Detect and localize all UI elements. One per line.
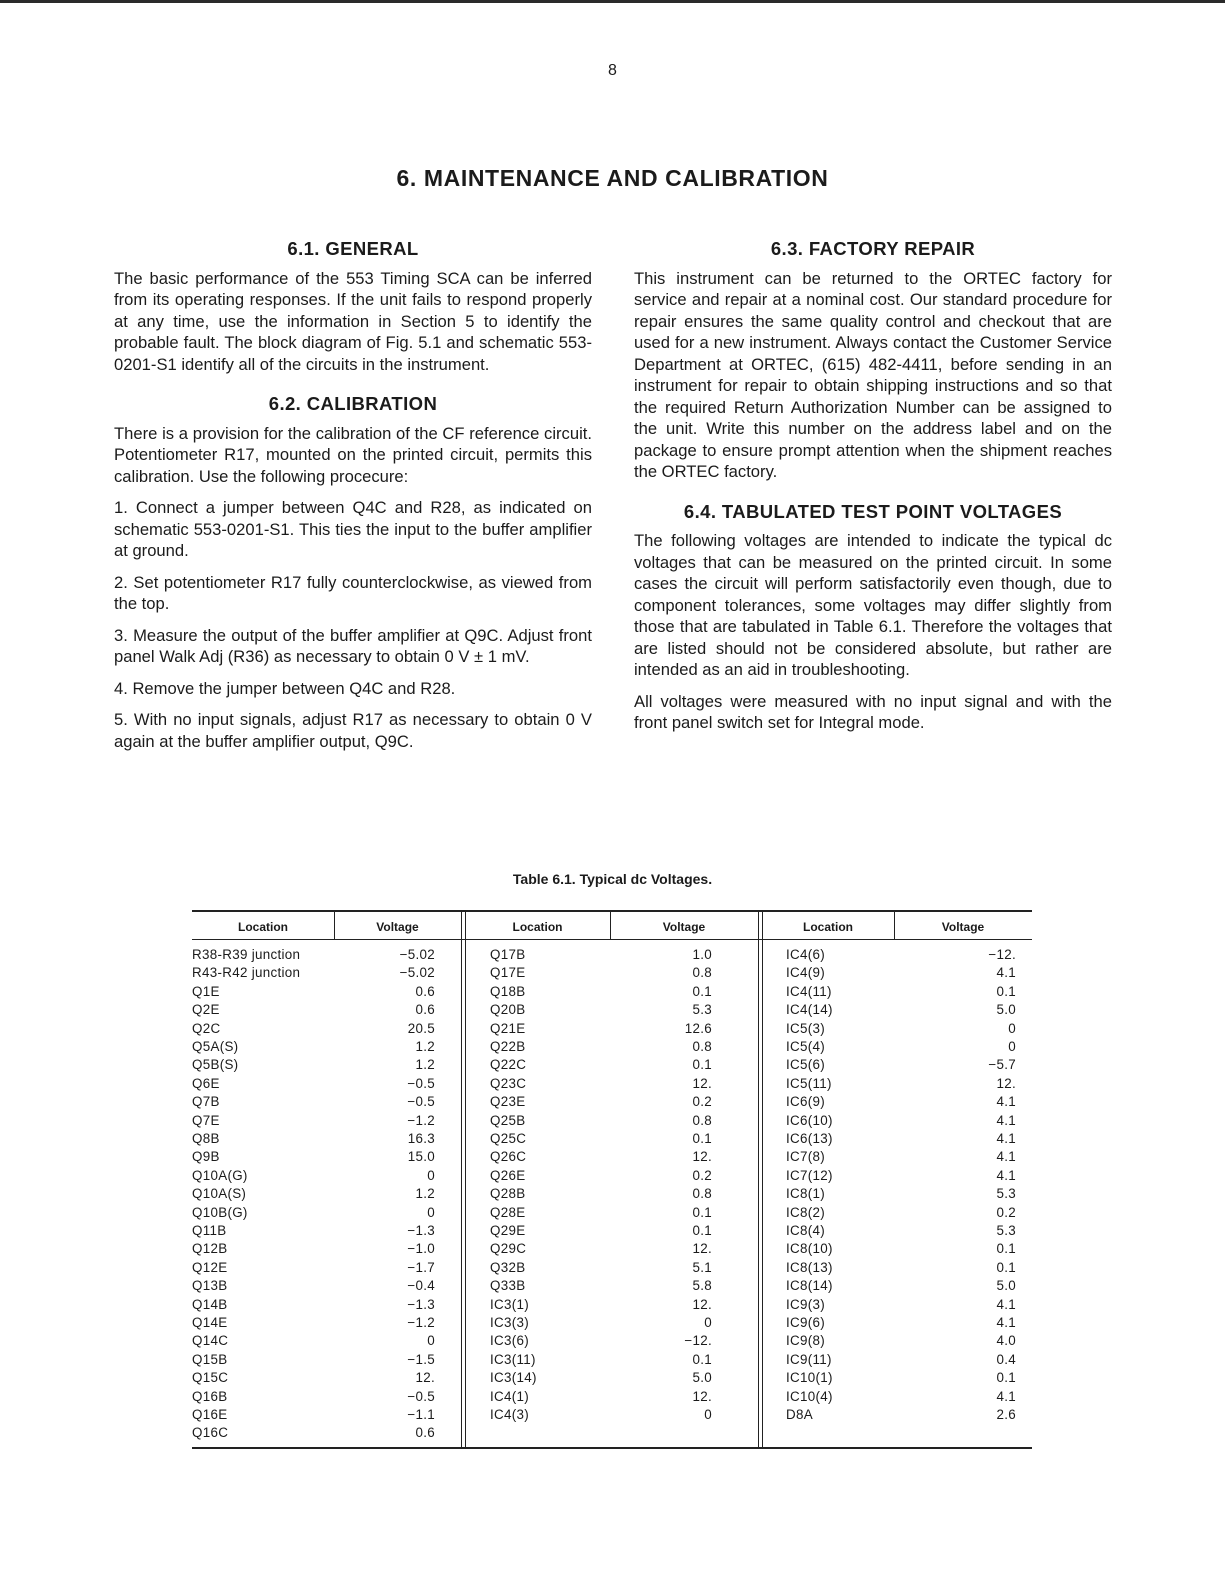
location-cell: IC4(14) xyxy=(786,1002,833,1018)
calibration-intro: There is a provision for the calibration of the CF reference circuit. Potentiometer R17, mounted on the printed circuit, permits this calibration. Use the following procecure: xyxy=(114,423,592,486)
voltage-cell: 0.6 xyxy=(415,983,435,999)
location-cell: IC7(12) xyxy=(786,1167,833,1183)
column-header-location: Location xyxy=(238,920,288,934)
voltage-cell: 0.8 xyxy=(692,1186,712,1202)
location-cell: IC6(13) xyxy=(786,1131,833,1146)
column-header-voltage: Voltage xyxy=(941,920,985,934)
voltage-cell: 0 xyxy=(704,1315,712,1330)
table-top-rule xyxy=(192,910,1032,912)
location-cell: Q25C xyxy=(490,1131,527,1146)
group-divider xyxy=(758,910,759,1449)
voltage-cell: 0 xyxy=(704,1407,712,1422)
location-cell: Q13B xyxy=(192,1278,228,1294)
location-cell: IC8(4) xyxy=(786,1223,826,1238)
voltage-cell: 0.1 xyxy=(692,983,712,999)
voltage-cell: 4.0 xyxy=(996,1333,1016,1349)
voltage-cell: 5.1 xyxy=(692,1259,712,1275)
voltage-cell: 0.2 xyxy=(692,1094,712,1110)
location-cell: IC4(9) xyxy=(786,965,826,981)
location-cell: IC5(3) xyxy=(786,1020,826,1036)
voltage-cell: −0.5 xyxy=(407,1075,435,1091)
voltage-cell: −1.2 xyxy=(407,1112,435,1128)
voltage-cell: 0.1 xyxy=(996,1370,1016,1386)
location-cell: IC3(1) xyxy=(490,1296,530,1312)
voltage-cell: 16.3 xyxy=(407,1131,435,1146)
calibration-step: 5. With no input signals, adjust R17 as necessary to obtain 0 V again at the buffer amplifier output, Q9C. xyxy=(114,710,592,751)
location-cell: Q17E xyxy=(490,965,526,981)
voltage-cell: 1.0 xyxy=(692,947,712,962)
voltage-cell: −0.5 xyxy=(407,1388,435,1404)
location-cell: IC8(2) xyxy=(786,1204,826,1220)
voltage-cell: 0.1 xyxy=(996,983,1016,999)
voltage-cell: −0.5 xyxy=(407,1094,435,1110)
factory-repair-heading: 6.3. FACTORY REPAIR xyxy=(770,238,976,259)
location-cell: Q9B xyxy=(192,1149,220,1165)
location-cell: IC5(6) xyxy=(786,1057,826,1073)
voltage-cell: −0.4 xyxy=(407,1278,435,1294)
voltage-cell: 0.2 xyxy=(996,1204,1016,1220)
voltage-cell: −1.5 xyxy=(407,1351,435,1367)
location-cell: Q12B xyxy=(192,1241,228,1257)
voltage-cell: 4.1 xyxy=(996,965,1016,981)
location-cell: IC3(6) xyxy=(490,1333,530,1349)
voltage-cell: 0.8 xyxy=(692,1039,712,1054)
location-cell: Q17B xyxy=(490,947,526,962)
voltage-cell: 4.1 xyxy=(996,1315,1016,1330)
location-cell: Q22B xyxy=(490,1039,526,1054)
column-header-location: Location xyxy=(803,920,853,934)
location-cell: Q1E xyxy=(192,983,220,999)
group-divider xyxy=(461,910,462,1449)
voltage-cell: 0.1 xyxy=(996,1259,1016,1275)
voltage-cell: 0.8 xyxy=(692,965,712,981)
location-cell: Q2C xyxy=(192,1020,221,1036)
voltage-cell: 4.1 xyxy=(996,1167,1016,1183)
voltage-cell: 4.1 xyxy=(996,1149,1016,1165)
location-cell: Q28E xyxy=(490,1204,526,1220)
voltage-cell: 0.1 xyxy=(692,1204,712,1220)
group-divider xyxy=(762,910,763,1449)
voltage-cell: 0 xyxy=(427,1167,435,1183)
location-cell: IC6(10) xyxy=(786,1112,833,1128)
table-caption: Table 6.1. Typical dc Voltages. xyxy=(512,871,713,887)
location-cell: Q29C xyxy=(490,1241,527,1257)
voltage-cell: −1.1 xyxy=(407,1407,435,1422)
location-cell: Q26C xyxy=(490,1149,527,1165)
voltage-cell: 0.2 xyxy=(692,1167,712,1183)
voltage-cell: 4.1 xyxy=(996,1388,1016,1404)
voltage-cell: 20.5 xyxy=(407,1020,435,1036)
voltage-cell: 0 xyxy=(427,1204,435,1220)
voltage-cell: 12. xyxy=(692,1149,712,1165)
voltage-cell: 0.1 xyxy=(692,1351,712,1367)
voltage-cell: −5.7 xyxy=(988,1057,1016,1073)
voltage-cell: 5.0 xyxy=(996,1278,1016,1294)
calibration-step: 1. Connect a jumper between Q4C and R28, as indicated on schematic 553-0201-S1. This ties the input to the buffer amplifier at ground. xyxy=(114,498,592,560)
voltage-cell: 12.6 xyxy=(684,1020,712,1036)
voltage-cell: 15.0 xyxy=(407,1149,435,1165)
page-number: 8 xyxy=(608,62,617,79)
table-header-rule xyxy=(192,939,1032,940)
location-cell: Q10B(G) xyxy=(192,1204,248,1220)
location-cell: Q5A(S) xyxy=(192,1039,239,1054)
location-cell: Q6E xyxy=(192,1075,220,1091)
location-cell: Q10A(G) xyxy=(192,1167,248,1183)
voltage-cell: −1.3 xyxy=(407,1296,435,1312)
voltage-cell: 4.1 xyxy=(996,1296,1016,1312)
location-cell: IC9(3) xyxy=(786,1296,826,1312)
location-cell: IC4(6) xyxy=(786,947,826,962)
voltage-cell: 0.6 xyxy=(415,1425,435,1441)
location-cell: IC4(11) xyxy=(786,983,832,999)
location-cell: IC9(8) xyxy=(786,1333,826,1349)
location-cell: Q29E xyxy=(490,1223,526,1238)
location-cell: Q21E xyxy=(490,1020,526,1036)
voltage-cell: −1.0 xyxy=(407,1241,435,1257)
location-cell: Q12E xyxy=(192,1259,228,1275)
location-cell: Q10A(S) xyxy=(192,1186,247,1202)
voltage-cell: 0 xyxy=(1008,1039,1016,1054)
location-cell: Q14E xyxy=(192,1315,228,1330)
voltage-cell: 4.1 xyxy=(996,1094,1016,1110)
voltage-cell: 5.0 xyxy=(996,1002,1016,1018)
location-cell: Q5B(S) xyxy=(192,1057,239,1073)
voltage-cell: 0.1 xyxy=(692,1057,712,1073)
location-cell: Q32B xyxy=(490,1259,526,1275)
voltage-cell: −5.02 xyxy=(399,965,435,981)
location-cell: IC3(11) xyxy=(490,1351,536,1367)
voltage-cell: −1.7 xyxy=(407,1259,435,1275)
voltage-cell: 5.0 xyxy=(692,1370,712,1386)
location-cell: IC9(11) xyxy=(786,1351,832,1367)
calibration-heading: 6.2. CALIBRATION xyxy=(268,393,438,414)
voltage-cell: −12. xyxy=(988,947,1016,962)
location-cell: IC4(1) xyxy=(490,1388,530,1404)
voltage-cell: 4.1 xyxy=(996,1131,1016,1146)
location-cell: R38-R39 junction xyxy=(192,947,301,962)
column-header-location: Location xyxy=(512,920,563,934)
location-cell: Q7E xyxy=(192,1112,220,1128)
location-cell: IC9(6) xyxy=(786,1315,826,1330)
voltage-cell: 0.4 xyxy=(996,1351,1016,1367)
location-cell: Q14B xyxy=(192,1296,228,1312)
voltage-cell: −12. xyxy=(684,1333,712,1349)
voltage-table xyxy=(192,910,1032,1450)
voltage-cell: −5.02 xyxy=(399,947,435,962)
group-divider xyxy=(465,910,466,1449)
location-cell: Q23C xyxy=(490,1075,527,1091)
location-cell: IC8(14) xyxy=(786,1278,833,1294)
voltage-cell: 1.2 xyxy=(415,1186,435,1202)
location-cell: IC8(1) xyxy=(786,1186,826,1202)
voltage-cell: 12. xyxy=(415,1370,435,1386)
voltage-cell: 0.1 xyxy=(996,1241,1016,1257)
location-cell: Q20B xyxy=(490,1002,526,1018)
general-heading: 6.1. GENERAL xyxy=(287,238,419,259)
location-cell: IC3(3) xyxy=(490,1315,530,1330)
location-cell: IC5(11) xyxy=(786,1075,832,1091)
location-cell: Q16E xyxy=(192,1407,228,1422)
test-point-voltages-heading: 6.4. TABULATED TEST POINT VOLTAGES xyxy=(683,500,1063,522)
location-cell: IC3(14) xyxy=(490,1370,537,1386)
voltage-cell: 5.8 xyxy=(692,1278,712,1294)
location-cell: Q16B xyxy=(192,1388,228,1404)
location-cell: Q8B xyxy=(192,1131,220,1146)
table-bottom-rule xyxy=(192,1447,1032,1449)
calibration-step: 2. Set potentiometer R17 fully counterclockwise, as viewed from the top. xyxy=(114,572,592,613)
voltage-cell: 12. xyxy=(692,1388,712,1404)
voltage-cell: 0.8 xyxy=(692,1112,712,1128)
voltage-cell: 1.2 xyxy=(415,1057,435,1073)
location-cell: Q22C xyxy=(490,1057,527,1073)
voltage-cell: 2.6 xyxy=(996,1407,1016,1422)
voltage-cell: 12. xyxy=(692,1241,712,1257)
column-header-voltage: Voltage xyxy=(376,920,419,934)
voltage-cell: 0.1 xyxy=(692,1223,712,1238)
location-cell: Q28B xyxy=(490,1186,526,1202)
location-cell: Q16C xyxy=(192,1425,229,1441)
location-cell: D8A xyxy=(786,1407,813,1422)
voltage-cell: 0.1 xyxy=(692,1131,712,1146)
location-cell: Q25B xyxy=(490,1112,526,1128)
voltage-cell: 5.3 xyxy=(692,1002,712,1018)
location-cell: Q7B xyxy=(192,1094,220,1110)
location-cell: IC5(4) xyxy=(786,1039,826,1054)
voltage-cell: 5.3 xyxy=(996,1186,1016,1202)
location-cell: Q2E xyxy=(192,1002,220,1018)
right-column xyxy=(634,238,1112,744)
location-cell: IC10(4) xyxy=(786,1388,833,1404)
test-point-voltages-note: All voltages were measured with no input signal and with the front panel switch set for Integral mode. xyxy=(634,691,1112,732)
voltage-cell: 0 xyxy=(427,1333,435,1349)
voltage-cell: −1.2 xyxy=(407,1315,435,1330)
calibration-step: 4. Remove the jumper between Q4C and R28. xyxy=(114,678,456,698)
factory-repair-paragraph: This instrument can be returned to the ORTEC factory for service and repair at a nominal cost. Our standard procedure for repair ensures the same quality control and checkout that are used for a new instrument. Always contact the Customer Service Department at ORTEC, (615) 482-4411, before sending in an instrument for repair to obtain shipping instructions and so that the required Return Authorization Number can be assigned to the unit. Write this number on the address label and on the package to ensure prompt attention when the shipment reaches the ORTEC factory. xyxy=(634,268,1112,481)
section-title: 6. MAINTENANCE AND CALIBRATION xyxy=(396,165,829,191)
location-cell: R43-R42 junction xyxy=(192,965,301,981)
general-paragraph: The basic performance of the 553 Timing SCA can be inferred from its operating responses. If the unit fails to respond properly at any time, use the information in Section 5 to identify the probable fault. The block diagram of Fig. 5.1 and schematic 553-0201-S1 identify all of the circuits in the instrument. xyxy=(114,268,592,374)
location-cell: Q18B xyxy=(490,983,526,999)
voltage-cell: 0 xyxy=(1008,1020,1016,1036)
voltage-cell: 12. xyxy=(692,1296,712,1312)
location-cell: Q11B xyxy=(192,1223,227,1238)
location-cell: IC7(8) xyxy=(786,1149,826,1165)
location-cell: IC6(9) xyxy=(786,1094,826,1110)
left-column xyxy=(114,238,592,762)
top-edge-rule xyxy=(0,0,1225,3)
location-cell: Q15C xyxy=(192,1370,229,1386)
calibration-step: 3. Measure the output of the buffer amplifier at Q9C. Adjust front panel Walk Adj (R36) as necessary to obtain 0 V ± 1 mV. xyxy=(114,625,592,666)
voltage-cell: 0.6 xyxy=(415,1002,435,1018)
voltage-cell: 12. xyxy=(996,1075,1016,1091)
location-cell: Q26E xyxy=(490,1167,526,1183)
location-cell: IC10(1) xyxy=(786,1370,833,1386)
location-cell: Q15B xyxy=(192,1351,228,1367)
voltage-cell: 5.3 xyxy=(996,1223,1016,1238)
voltage-cell: 12. xyxy=(692,1075,712,1091)
location-cell: Q14C xyxy=(192,1333,229,1349)
location-cell: IC8(13) xyxy=(786,1259,833,1275)
location-cell: Q33B xyxy=(490,1278,526,1294)
voltage-cell: −1.3 xyxy=(407,1223,435,1238)
location-cell: Q23E xyxy=(490,1094,526,1110)
column-header-voltage: Voltage xyxy=(662,920,706,934)
voltage-cell: 1.2 xyxy=(415,1039,435,1054)
voltage-cell: 4.1 xyxy=(996,1112,1016,1128)
location-cell: IC4(3) xyxy=(490,1407,530,1422)
test-point-voltages-paragraph: The following voltages are intended to indicate the typical dc voltages that can be measured on the printed circuit. In some cases the circuit will perform satisfactorily even though, due to component tolerances, some voltages may differ slightly from those that are tabulated in Table 6.1. Therefore the voltages that are listed should not be considered absolute, but rather are intended as an aid in troubleshooting. xyxy=(634,531,1112,679)
location-cell: IC8(10) xyxy=(786,1241,833,1257)
